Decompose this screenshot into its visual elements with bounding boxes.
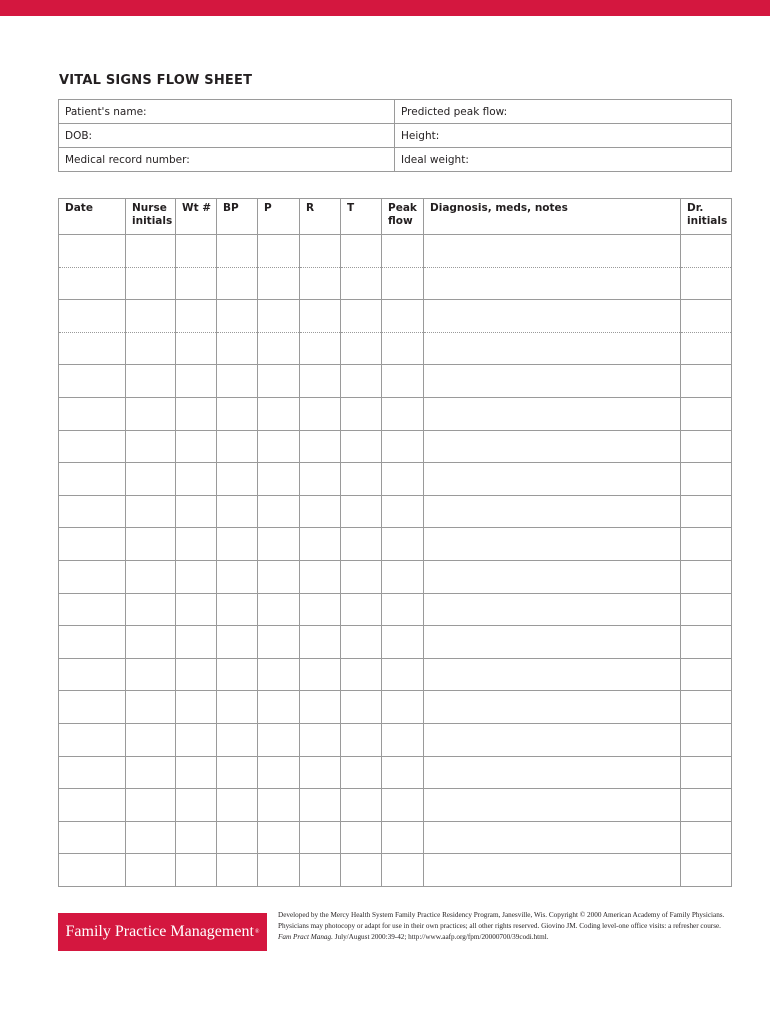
- table-cell[interactable]: [382, 235, 424, 268]
- table-cell[interactable]: [258, 626, 300, 659]
- table-cell[interactable]: [258, 789, 300, 822]
- col-header-nurse-initials: Nurse initials: [126, 199, 176, 235]
- table-cell[interactable]: [217, 365, 258, 398]
- table-cell[interactable]: [258, 495, 300, 528]
- table-cell[interactable]: [681, 560, 732, 593]
- table-cell[interactable]: [424, 300, 681, 333]
- table-row: [59, 658, 732, 691]
- table-cell[interactable]: [126, 658, 176, 691]
- table-cell[interactable]: [681, 821, 732, 854]
- col-header-notes: Diagnosis, meds, notes: [424, 199, 681, 235]
- table-cell[interactable]: [176, 593, 217, 626]
- table-cell[interactable]: [258, 756, 300, 789]
- table-cell[interactable]: [681, 495, 732, 528]
- table-cell[interactable]: [382, 626, 424, 659]
- table-cell[interactable]: [382, 756, 424, 789]
- table-cell[interactable]: [300, 463, 341, 496]
- table-header-row: [59, 199, 732, 235]
- table-cell[interactable]: [126, 821, 176, 854]
- table-cell[interactable]: [424, 528, 681, 561]
- table-cell[interactable]: [424, 626, 681, 659]
- table-cell[interactable]: [424, 365, 681, 398]
- table-cell[interactable]: [176, 658, 217, 691]
- table-cell[interactable]: [424, 397, 681, 430]
- table-cell[interactable]: [424, 593, 681, 626]
- table-cell[interactable]: [258, 821, 300, 854]
- table-cell[interactable]: [217, 332, 258, 365]
- table-cell[interactable]: [59, 593, 126, 626]
- footer-note: Developed by the Mercy Health System Family Practice Residency Program, Janesville, Wis. Copyright © 2000 American Academy of Family Physicians. Physicians may photocopy or adapt for use in their own practices; all other rights reserved. Giovino JM. Coding level-one office visits: a refresher course. Fam Pract Manag. July/August 2000:39-42; http://www.aafp.org/fpm/20000700/39codi.html.: [278, 911, 725, 942]
- table-cell[interactable]: [217, 560, 258, 593]
- table-cell[interactable]: [59, 560, 126, 593]
- table-cell[interactable]: [59, 300, 126, 333]
- table-cell[interactable]: [59, 397, 126, 430]
- table-cell[interactable]: [126, 463, 176, 496]
- table-cell[interactable]: [341, 267, 382, 300]
- table-cell[interactable]: [300, 789, 341, 822]
- table-cell[interactable]: [126, 235, 176, 268]
- table-row: [59, 560, 732, 593]
- table-row: [59, 691, 732, 724]
- table-row: [59, 593, 732, 626]
- col-header-pulse: P: [258, 199, 300, 235]
- table-cell[interactable]: [258, 430, 300, 463]
- table-cell[interactable]: [382, 300, 424, 333]
- table-cell[interactable]: [424, 691, 681, 724]
- table-cell[interactable]: [341, 495, 382, 528]
- table-cell[interactable]: [258, 593, 300, 626]
- table-cell[interactable]: [341, 300, 382, 333]
- table-row: [59, 789, 732, 822]
- table-cell[interactable]: [300, 300, 341, 333]
- table-cell[interactable]: [176, 756, 217, 789]
- table-cell[interactable]: [300, 691, 341, 724]
- table-cell[interactable]: [424, 430, 681, 463]
- table-cell[interactable]: [258, 463, 300, 496]
- table-cell[interactable]: [59, 332, 126, 365]
- table-cell[interactable]: [126, 691, 176, 724]
- table-cell[interactable]: [341, 365, 382, 398]
- table-cell[interactable]: [126, 430, 176, 463]
- table-cell[interactable]: [382, 528, 424, 561]
- table-cell[interactable]: [176, 235, 217, 268]
- table-cell[interactable]: [126, 528, 176, 561]
- table-cell[interactable]: [258, 235, 300, 268]
- table-cell[interactable]: [424, 854, 681, 887]
- table-cell[interactable]: [126, 854, 176, 887]
- table-cell[interactable]: [341, 397, 382, 430]
- predicted-peak-flow-field[interactable]: Predicted peak flow:: [395, 100, 732, 124]
- table-cell[interactable]: [341, 430, 382, 463]
- table-cell[interactable]: [681, 365, 732, 398]
- table-cell[interactable]: [176, 430, 217, 463]
- registered-mark: ®: [254, 929, 260, 935]
- table-cell[interactable]: [424, 235, 681, 268]
- table-cell[interactable]: [126, 789, 176, 822]
- table-cell[interactable]: [300, 397, 341, 430]
- ideal-weight-field[interactable]: Ideal weight:: [395, 148, 732, 172]
- table-cell[interactable]: [176, 626, 217, 659]
- vital-signs-table: [58, 198, 732, 887]
- table-cell[interactable]: [176, 723, 217, 756]
- table-cell[interactable]: [176, 365, 217, 398]
- table-cell[interactable]: [382, 365, 424, 398]
- table-row: [59, 821, 732, 854]
- table-cell[interactable]: [258, 365, 300, 398]
- table-cell[interactable]: [382, 854, 424, 887]
- brand-name: Family Practice Management: [65, 923, 254, 940]
- table-cell[interactable]: [258, 397, 300, 430]
- table-cell[interactable]: [300, 593, 341, 626]
- table-row: [59, 365, 732, 398]
- table-cell[interactable]: [681, 300, 732, 333]
- table-cell[interactable]: [382, 691, 424, 724]
- table-cell[interactable]: [126, 300, 176, 333]
- dob-field[interactable]: DOB:: [59, 124, 395, 148]
- table-cell[interactable]: [382, 789, 424, 822]
- table-cell[interactable]: [300, 267, 341, 300]
- table-cell[interactable]: [424, 821, 681, 854]
- table-cell[interactable]: [341, 332, 382, 365]
- height-field[interactable]: Height:: [395, 124, 732, 148]
- table-cell[interactable]: [382, 560, 424, 593]
- table-cell[interactable]: [217, 430, 258, 463]
- table-row: [59, 756, 732, 789]
- table-cell[interactable]: [341, 756, 382, 789]
- table-cell[interactable]: [217, 463, 258, 496]
- table-cell[interactable]: [382, 723, 424, 756]
- vital-signs-body: [59, 235, 732, 887]
- table-cell[interactable]: [217, 593, 258, 626]
- table-cell[interactable]: [382, 397, 424, 430]
- table-cell[interactable]: [341, 626, 382, 659]
- table-cell[interactable]: [341, 821, 382, 854]
- table-cell[interactable]: [217, 723, 258, 756]
- table-cell[interactable]: [258, 560, 300, 593]
- table-row: [59, 626, 732, 659]
- table-row: [59, 267, 732, 300]
- table-cell[interactable]: [681, 332, 732, 365]
- table-cell[interactable]: [300, 235, 341, 268]
- table-row: [59, 528, 732, 561]
- table-cell[interactable]: [681, 593, 732, 626]
- table-cell[interactable]: [258, 691, 300, 724]
- table-cell[interactable]: [300, 332, 341, 365]
- table-cell[interactable]: [59, 789, 126, 822]
- table-cell[interactable]: [424, 723, 681, 756]
- table-cell[interactable]: [258, 332, 300, 365]
- table-cell[interactable]: [424, 789, 681, 822]
- table-cell[interactable]: [681, 463, 732, 496]
- table-cell[interactable]: [300, 495, 341, 528]
- table-cell[interactable]: [424, 756, 681, 789]
- medical-record-number-field[interactable]: Medical record number:: [59, 148, 395, 172]
- table-row: [59, 854, 732, 887]
- table-cell[interactable]: [126, 495, 176, 528]
- col-header-dr-initials: Dr. initials: [681, 199, 732, 235]
- table-cell[interactable]: [59, 528, 126, 561]
- table-cell[interactable]: [59, 463, 126, 496]
- table-cell[interactable]: [176, 691, 217, 724]
- table-cell[interactable]: [300, 723, 341, 756]
- table-cell[interactable]: [341, 854, 382, 887]
- table-cell[interactable]: [681, 626, 732, 659]
- table-cell[interactable]: [126, 397, 176, 430]
- table-cell[interactable]: [176, 854, 217, 887]
- col-header-peak-flow: Peak flow: [382, 199, 424, 235]
- table-cell[interactable]: [176, 332, 217, 365]
- table-cell[interactable]: [681, 723, 732, 756]
- table-cell[interactable]: [341, 723, 382, 756]
- table-cell[interactable]: [217, 691, 258, 724]
- table-cell[interactable]: [681, 691, 732, 724]
- table-cell[interactable]: [126, 626, 176, 659]
- table-cell[interactable]: [341, 463, 382, 496]
- table-cell[interactable]: [300, 658, 341, 691]
- table-cell[interactable]: [217, 626, 258, 659]
- table-row: [59, 430, 732, 463]
- table-cell[interactable]: [59, 365, 126, 398]
- table-cell[interactable]: [300, 528, 341, 561]
- table-cell[interactable]: [126, 723, 176, 756]
- table-row: [59, 397, 732, 430]
- table-cell[interactable]: [176, 397, 217, 430]
- table-cell[interactable]: [126, 560, 176, 593]
- table-cell[interactable]: [341, 560, 382, 593]
- table-cell[interactable]: [681, 756, 732, 789]
- table-cell[interactable]: [59, 235, 126, 268]
- table-cell[interactable]: [681, 267, 732, 300]
- table-cell[interactable]: [382, 463, 424, 496]
- table-cell[interactable]: [126, 267, 176, 300]
- table-cell[interactable]: [176, 789, 217, 822]
- table-cell[interactable]: [382, 430, 424, 463]
- table-cell[interactable]: [258, 658, 300, 691]
- table-cell[interactable]: [217, 300, 258, 333]
- table-cell[interactable]: [126, 332, 176, 365]
- patient-info-row: [59, 124, 732, 148]
- family-practice-management-logo: [58, 913, 267, 951]
- table-cell[interactable]: [217, 495, 258, 528]
- table-cell[interactable]: [424, 332, 681, 365]
- table-cell[interactable]: [681, 397, 732, 430]
- table-cell[interactable]: [217, 789, 258, 822]
- table-cell[interactable]: [300, 560, 341, 593]
- table-cell[interactable]: [300, 430, 341, 463]
- table-cell[interactable]: [681, 854, 732, 887]
- table-cell[interactable]: [176, 300, 217, 333]
- table-cell[interactable]: [217, 397, 258, 430]
- table-cell[interactable]: [217, 528, 258, 561]
- table-cell[interactable]: [217, 235, 258, 268]
- col-header-respiration: R: [300, 199, 341, 235]
- table-row: [59, 723, 732, 756]
- table-cell[interactable]: [59, 626, 126, 659]
- table-cell[interactable]: [59, 495, 126, 528]
- table-cell[interactable]: [126, 756, 176, 789]
- table-cell[interactable]: [424, 495, 681, 528]
- patient-info-row: [59, 148, 732, 172]
- table-cell[interactable]: [176, 267, 217, 300]
- table-cell[interactable]: [258, 528, 300, 561]
- table-cell[interactable]: [681, 789, 732, 822]
- table-cell[interactable]: [424, 463, 681, 496]
- table-cell[interactable]: [176, 560, 217, 593]
- table-cell[interactable]: [59, 723, 126, 756]
- table-cell[interactable]: [382, 332, 424, 365]
- table-cell[interactable]: [258, 267, 300, 300]
- patient-info-table: [58, 99, 732, 172]
- table-cell[interactable]: [258, 854, 300, 887]
- table-cell[interactable]: [382, 658, 424, 691]
- table-cell[interactable]: [341, 528, 382, 561]
- table-cell[interactable]: [59, 267, 126, 300]
- table-row: [59, 463, 732, 496]
- table-row: [59, 300, 732, 333]
- table-cell[interactable]: [176, 495, 217, 528]
- table-cell[interactable]: [217, 658, 258, 691]
- table-cell[interactable]: [59, 691, 126, 724]
- table-cell[interactable]: [341, 235, 382, 268]
- col-header-bp: BP: [217, 199, 258, 235]
- table-cell[interactable]: [681, 658, 732, 691]
- table-cell[interactable]: [424, 560, 681, 593]
- page-title: VITAL SIGNS FLOW SHEET: [59, 73, 253, 88]
- table-cell[interactable]: [217, 854, 258, 887]
- table-cell[interactable]: [382, 495, 424, 528]
- table-row: [59, 332, 732, 365]
- table-cell[interactable]: [424, 658, 681, 691]
- table-cell[interactable]: [681, 430, 732, 463]
- table-cell[interactable]: [341, 593, 382, 626]
- table-cell[interactable]: [424, 267, 681, 300]
- table-cell[interactable]: [217, 267, 258, 300]
- col-header-temperature: T: [341, 199, 382, 235]
- table-cell[interactable]: [382, 593, 424, 626]
- col-header-date: Date: [59, 199, 126, 235]
- table-cell[interactable]: [382, 267, 424, 300]
- table-cell[interactable]: [59, 756, 126, 789]
- table-cell[interactable]: [300, 365, 341, 398]
- table-cell[interactable]: [681, 528, 732, 561]
- patient-info-row: [59, 100, 732, 124]
- top-color-band: [0, 0, 770, 16]
- table-cell[interactable]: [126, 365, 176, 398]
- table-cell[interactable]: [258, 723, 300, 756]
- table-cell[interactable]: [217, 756, 258, 789]
- table-cell[interactable]: [300, 854, 341, 887]
- table-cell[interactable]: [341, 691, 382, 724]
- table-cell[interactable]: [341, 658, 382, 691]
- table-cell[interactable]: [300, 821, 341, 854]
- table-row: [59, 495, 732, 528]
- table-cell[interactable]: [341, 789, 382, 822]
- table-cell[interactable]: [300, 626, 341, 659]
- table-cell[interactable]: [59, 658, 126, 691]
- table-cell[interactable]: [300, 756, 341, 789]
- table-cell[interactable]: [126, 593, 176, 626]
- patient-name-field[interactable]: Patient's name:: [59, 100, 395, 124]
- table-cell[interactable]: [681, 235, 732, 268]
- table-cell[interactable]: [176, 821, 217, 854]
- table-cell[interactable]: [59, 430, 126, 463]
- table-cell[interactable]: [382, 821, 424, 854]
- table-cell[interactable]: [59, 821, 126, 854]
- col-header-weight: Wt #: [176, 199, 217, 235]
- table-cell[interactable]: [217, 821, 258, 854]
- table-cell[interactable]: [258, 300, 300, 333]
- table-cell[interactable]: [59, 854, 126, 887]
- table-cell[interactable]: [176, 463, 217, 496]
- table-row: [59, 235, 732, 268]
- table-cell[interactable]: [176, 528, 217, 561]
